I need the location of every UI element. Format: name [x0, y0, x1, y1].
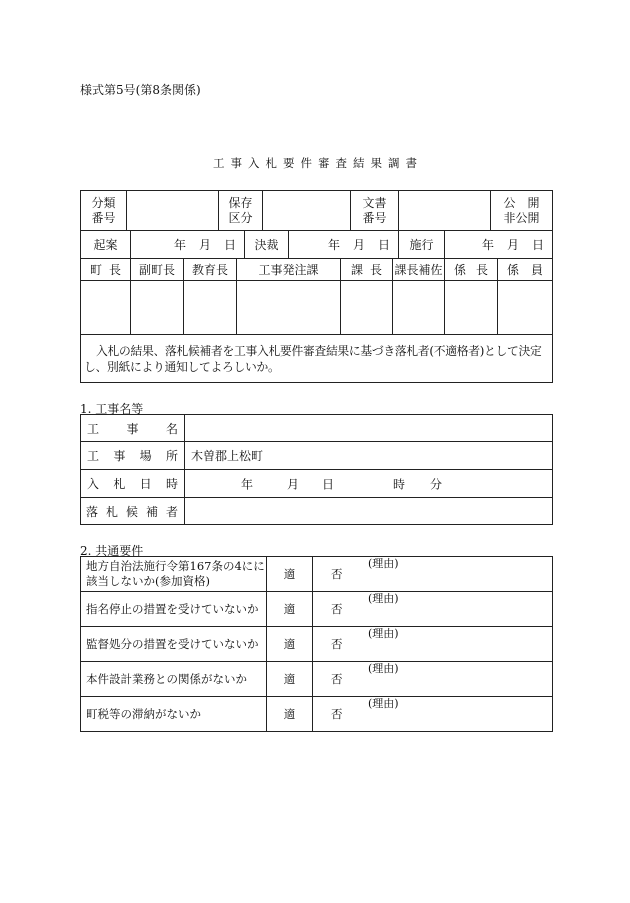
project-row-name [81, 415, 553, 442]
stamp-cell-assistant-chief [393, 281, 445, 335]
requirement-text-line: 地方自治法施行令第167条の4にに [86, 559, 265, 573]
unsuitable-label: 否 [331, 567, 343, 581]
bid-datetime-value-cell [185, 470, 553, 498]
enforced-day-unit: 日 [531, 238, 544, 252]
suitable-label: 適 [267, 697, 313, 732]
bid-year-unit: 年 [241, 477, 254, 491]
bid-month-unit: 月 [287, 477, 300, 491]
candidate-label-cell [81, 498, 185, 525]
requirement-text-line: 該当しないか(参加資格) [86, 574, 210, 588]
document-number-value-cell [399, 191, 491, 231]
enforced-month-unit: 月 [506, 238, 519, 252]
requirement-row [81, 557, 553, 592]
approval-row-dates [81, 231, 553, 259]
public-label: 公 開 [503, 195, 540, 210]
role-deputy-mayor: 副町長 [131, 259, 184, 281]
classification-label: 分類 [91, 195, 116, 210]
bid-day-unit: 日 [322, 477, 335, 491]
candidate-label: 落 札 候 補 者 [86, 504, 178, 519]
drafted-day-unit: 日 [223, 238, 236, 252]
drafted-date [131, 231, 245, 259]
classification-label-cell [81, 191, 127, 231]
approval-row-classification [81, 191, 553, 231]
decided-year-unit: 年 [327, 238, 340, 252]
role-superintendent: 教育長 [184, 259, 237, 281]
project-heading: 1. 工事名等 [80, 402, 144, 416]
retention-label-cell [219, 191, 263, 231]
decided-label: 決裁 [245, 231, 289, 259]
classification-number-label: 番号 [91, 210, 116, 225]
project-name-label: 工 事 名 [87, 421, 178, 436]
retention-value-cell [263, 191, 351, 231]
unsuitable-label: 否 [331, 707, 343, 721]
bid-minute-unit: 分 [430, 477, 443, 491]
unsuitable-reason-cell [313, 697, 553, 732]
retention-label: 保存 [228, 195, 253, 210]
approval-statement: 入札の結果、落札候補者を工事入札要件審査結果に基づき落札者(不適格者)として決定し、別紙により通知してよろしいか。 [81, 335, 553, 383]
decided-date [289, 231, 399, 259]
stamp-cell-deputy-mayor [131, 281, 184, 335]
role-mayor [81, 259, 131, 281]
private-label: 非公開 [503, 210, 540, 225]
stamp-cell-mayor [81, 281, 131, 335]
unsuitable-reason-cell [313, 627, 553, 662]
suitable-label: 適 [267, 627, 313, 662]
stamp-cell-section-chief [341, 281, 393, 335]
retention-category-label: 区分 [228, 210, 253, 225]
project-location-value-cell [185, 442, 553, 470]
requirement-text-line: 監督処分の措置を受けていないか [86, 636, 259, 651]
role-staff [498, 259, 553, 281]
reason-label: (理由) [368, 627, 399, 640]
requirement-question [81, 662, 267, 697]
suitable-label: 適 [267, 557, 313, 592]
approval-table [80, 190, 553, 383]
document-label: 文書 [362, 195, 387, 210]
requirements-table [80, 556, 553, 732]
document-number-label-cell [351, 191, 399, 231]
unsuitable-label: 否 [331, 672, 343, 686]
role-label: 係 員 [507, 263, 543, 277]
stamp-cell-subsection-chief [445, 281, 498, 335]
role-section-chief [341, 259, 393, 281]
role-subsection-chief [445, 259, 498, 281]
unsuitable-reason-cell [313, 557, 553, 592]
requirement-question [81, 592, 267, 627]
project-location-label: 工 事 場 所 [87, 449, 178, 463]
unsuitable-label: 否 [331, 637, 343, 651]
requirement-text-line: 町税等の滞納がないか [86, 706, 201, 721]
project-row-location [81, 442, 553, 470]
enforced-date [445, 231, 553, 259]
project-row-candidate [81, 498, 553, 525]
drafted-label: 起案 [81, 231, 131, 259]
requirement-row [81, 592, 553, 627]
decided-month-unit: 月 [352, 238, 365, 252]
role-assistant-chief: 課長補佐 [393, 259, 445, 281]
approval-row-stamps [81, 281, 553, 335]
bid-datetime-label-cell [81, 470, 185, 498]
suitable-label: 適 [267, 592, 313, 627]
stamp-cell-staff [498, 281, 553, 335]
suitable-label: 適 [267, 662, 313, 697]
requirement-row [81, 627, 553, 662]
candidate-value-cell [185, 498, 553, 525]
reason-label: (理由) [368, 697, 399, 710]
enforced-label: 施行 [399, 231, 445, 259]
reason-label: (理由) [368, 557, 399, 570]
requirement-text-line: 指名停止の措置を受けていないか [86, 601, 259, 616]
role-label: 課 長 [351, 263, 382, 277]
reason-label: (理由) [368, 592, 399, 605]
document-title: 工事入札要件審査結果調書 [213, 156, 423, 170]
enforced-year-unit: 年 [481, 238, 494, 252]
project-name-value-cell [185, 415, 553, 442]
project-name-label-cell [81, 415, 185, 442]
bid-hour-unit: 時 [393, 477, 406, 491]
stamp-cell-superintendent [184, 281, 237, 335]
project-row-bid-datetime [81, 470, 553, 498]
requirement-question [81, 557, 267, 592]
approval-row-statement [81, 335, 553, 383]
approval-row-roles [81, 259, 553, 281]
unsuitable-reason-cell [313, 592, 553, 627]
unsuitable-reason-cell [313, 662, 553, 697]
drafted-month-unit: 月 [198, 238, 211, 252]
requirement-row [81, 697, 553, 732]
role-label: 係 長 [454, 263, 488, 277]
requirement-question [81, 627, 267, 662]
requirement-row [81, 662, 553, 697]
bid-datetime-label: 入 札 日 時 [87, 477, 178, 491]
project-table [80, 414, 553, 525]
disclosure-cell [491, 191, 553, 231]
requirements-heading: 2. 共通要件 [80, 544, 144, 558]
requirement-question [81, 697, 267, 732]
document-number-label: 番号 [362, 210, 387, 225]
role-label: 町 長 [90, 263, 121, 277]
unsuitable-label: 否 [331, 602, 343, 616]
project-location-value: 木曽郡上松町 [191, 449, 264, 463]
role-ordering-section: 工事発注課 [237, 259, 341, 281]
drafted-year-unit: 年 [173, 238, 186, 252]
reason-label: (理由) [368, 662, 399, 675]
classification-value-cell [127, 191, 219, 231]
stamp-cell-ordering-section [237, 281, 341, 335]
requirement-text-line: 本件設計業務との関係がないか [86, 671, 247, 686]
project-location-label-cell [81, 442, 185, 470]
form-number: 様式第5号(第8条関係) [80, 83, 201, 97]
decided-day-unit: 日 [377, 238, 390, 252]
